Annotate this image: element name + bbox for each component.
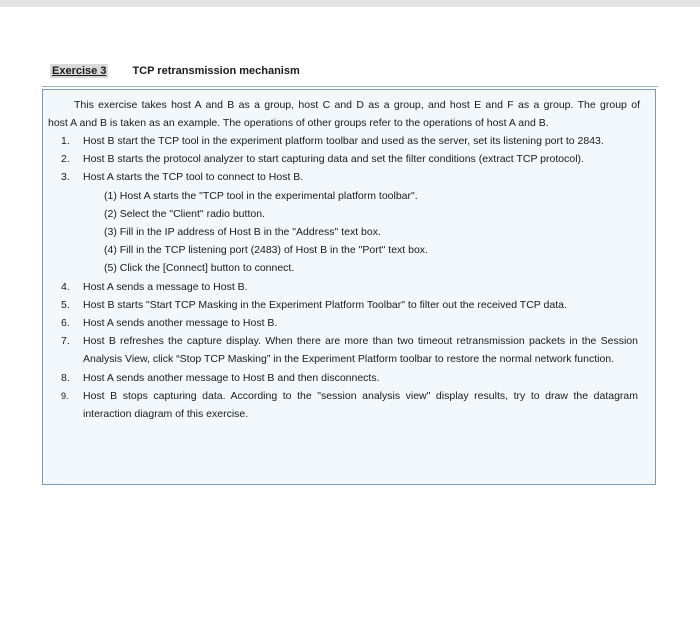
step-item [43, 296, 638, 314]
substeps-list [43, 187, 657, 278]
step-number: 1. [61, 135, 70, 147]
step-text: Host B refreshes the capture display. When there are more than two timeout retransmission packets in the Session Analysis View, click “Stop TCP Masking” in the Experiment Platform toolbar to restore the normal network function. [83, 335, 638, 366]
top-bar [0, 0, 700, 7]
step-item [43, 369, 638, 387]
step-number: 9. [61, 390, 69, 401]
substep-item: (3) Fill in the IP address of Host B in the "Address" text box. [104, 225, 381, 238]
intro-line-2: host A and B is taken as an example. The operations of other groups refer to the operations of host A and B. [48, 117, 549, 130]
step-number: 5. [61, 298, 70, 311]
step-text: Host A sends another message to Host B. [83, 316, 278, 329]
step-item [43, 332, 638, 368]
exercise-label: Exercise 3 [52, 65, 107, 77]
step-item [43, 314, 638, 332]
step-text: Host B start the TCP tool in the experiment platform toolbar and used as the server, set its listening port to 2843. [83, 135, 604, 147]
step-item [43, 278, 638, 296]
step-text: Host A sends another message to Host B and then disconnects. [83, 371, 380, 384]
step-text: Host B starts "Start TCP Masking in the Experiment Platform Toolbar" to filter out the received TCP data. [83, 298, 567, 311]
step-number: 4. [61, 280, 70, 293]
step-text: Host A starts the TCP tool to connect to Host B. [83, 171, 304, 184]
step-text: Host B stops capturing data. According to the "session analysis view" display results, try to draw the datagram interaction diagram of this exercise. [83, 389, 638, 420]
step-number: 6. [61, 316, 70, 329]
step-number: 7. [61, 335, 70, 348]
substep-item: (4) Fill in the TCP listening port (2483) of Host B in the "Port" text box. [104, 244, 428, 257]
exercise-title: TCP retransmission mechanism [132, 65, 300, 77]
intro-line-1: This exercise takes host A and B as a group, host C and D as a group, and host E and F as a group. The group of [74, 99, 640, 111]
step-item [43, 387, 638, 423]
substep-item: (2) Select the "Client" radio button. [104, 207, 265, 220]
substep-item: (1) Host A starts the "TCP tool in the experimental platform toolbar". [104, 189, 418, 202]
step-number: 2. [61, 153, 70, 166]
steps-list [43, 132, 657, 423]
step-text: Host B starts the protocol analyzer to start capturing data and set the filter conditions (extract TCP protocol). [83, 153, 584, 166]
step-item [43, 150, 638, 168]
step-number: 3. [61, 171, 70, 184]
exercise-heading [50, 61, 300, 81]
step-text: Host A sends a message to Host B. [83, 280, 248, 293]
step-item [43, 168, 638, 186]
step-number: 8. [61, 371, 70, 384]
exercise-panel [42, 89, 656, 485]
substep-item: (5) Click the [Connect] button to connect. [104, 262, 295, 275]
heading-divider [42, 86, 658, 87]
intro-paragraph [48, 96, 640, 132]
step-item [43, 132, 638, 150]
